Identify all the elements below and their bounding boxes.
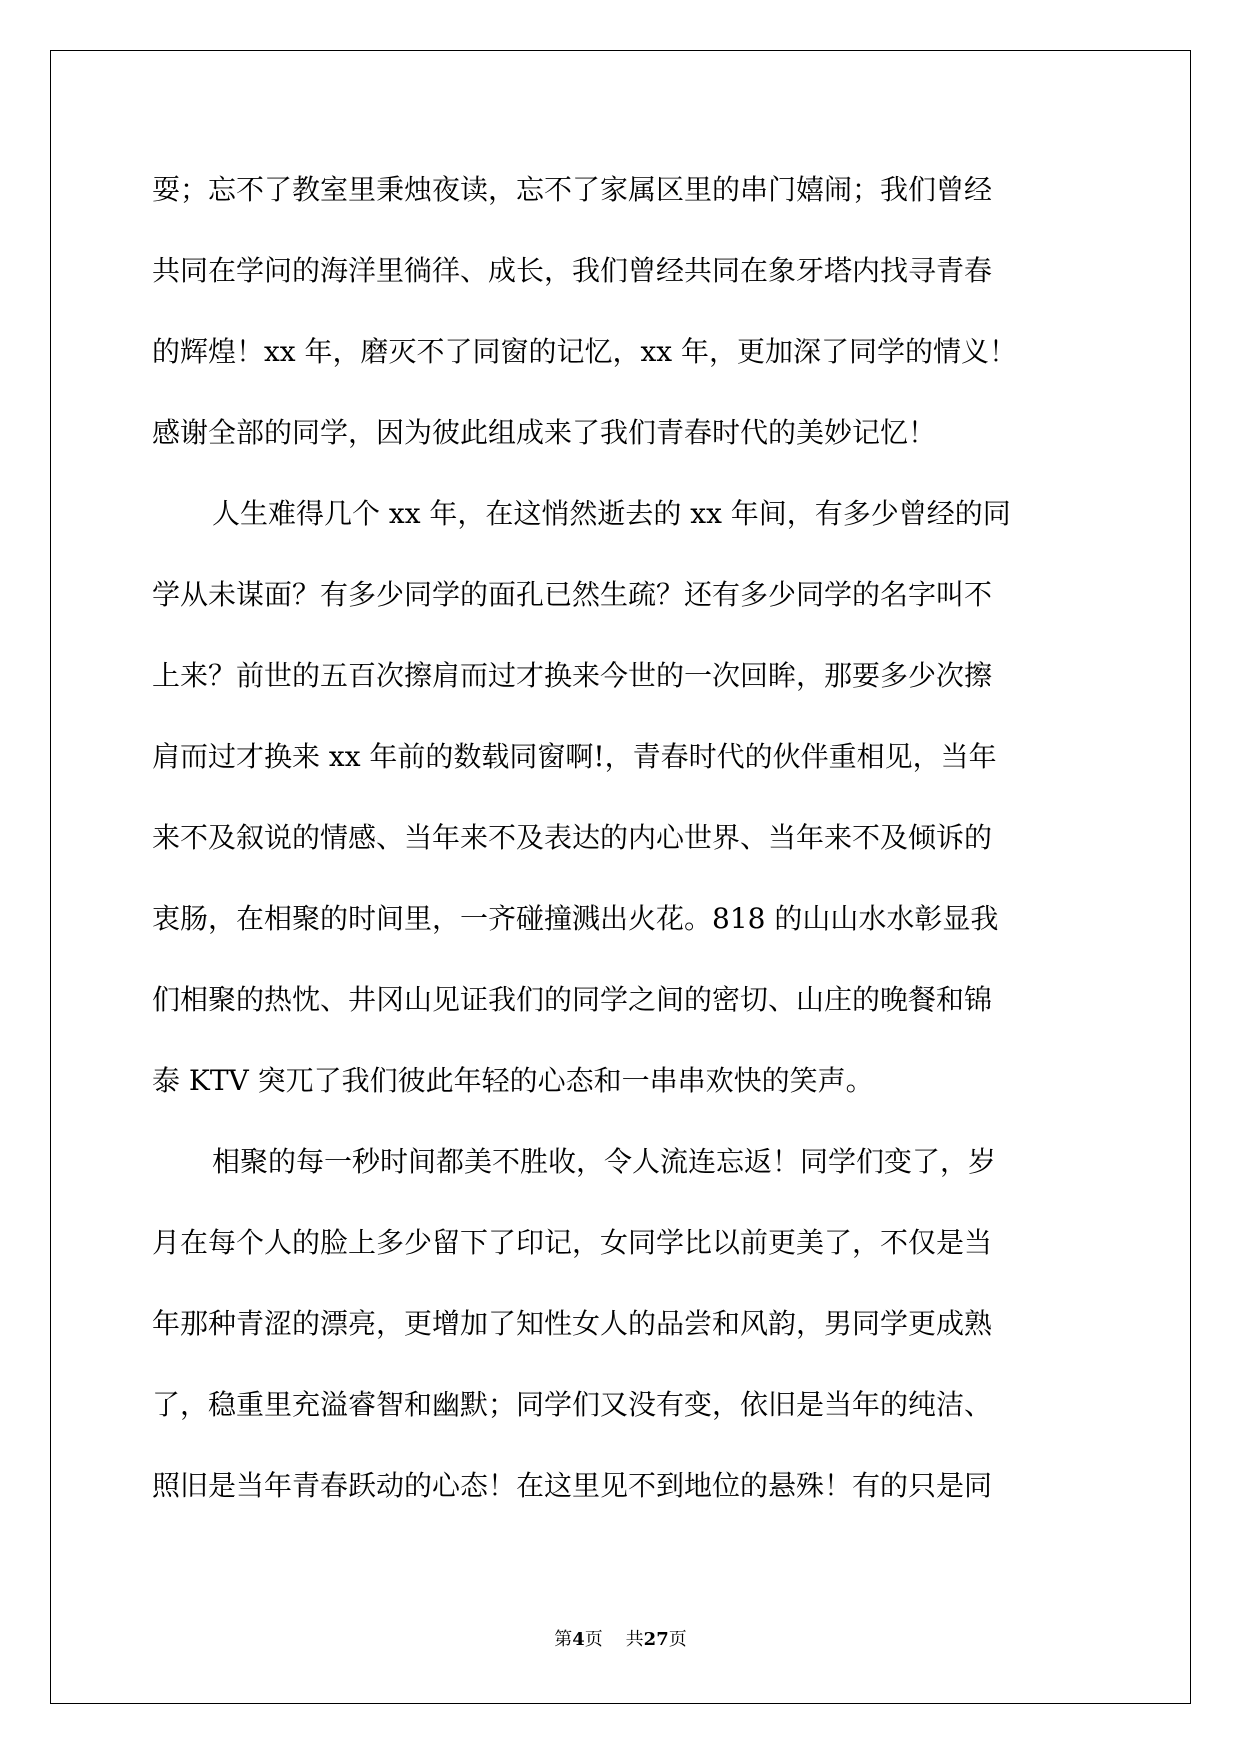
text-line: 照旧是当年青春跃动的心态！在这里见不到地位的悬殊！有的只是同 [152, 1469, 993, 1502]
text-line: 的辉煌！xx 年，磨灭不了同窗的记忆，xx 年，更加深了同学的情义！ [152, 335, 1017, 368]
current-page-number: 4 [572, 1629, 585, 1650]
page-border [50, 50, 1191, 1704]
total-page-count: 27 [643, 1629, 669, 1650]
text-line: 们相聚的热忱、井冈山见证我们的同学之间的密切、山庄的晚餐和锦 [152, 983, 993, 1016]
text-line: 耍；忘不了教室里秉烛夜读，忘不了家属区里的串门嬉闹；我们曾经 [152, 173, 993, 206]
text-line: 来不及叙说的情感、当年来不及表达的内心世界、当年来不及倾诉的 [152, 821, 993, 854]
paragraph-first-line: 相聚的每一秒时间都美不胜收，令人流连忘返！同学们变了，岁 [212, 1145, 997, 1178]
footer-total-suffix: 页 [668, 1629, 687, 1650]
text-line: 上来？前世的五百次擦肩而过才换来今世的一次回眸，那要多少次擦 [152, 659, 993, 692]
text-line: 泰 KTV 突兀了我们彼此年轻的心态和一串串欢快的笑声。 [152, 1064, 874, 1097]
text-line: 共同在学问的海洋里徜徉、成长，我们曾经共同在象牙塔内找寻青春 [152, 254, 993, 287]
text-line: 感谢全部的同学，因为彼此组成来了我们青春时代的美妙记忆！ [152, 416, 937, 449]
footer-page-suffix: 页 [584, 1629, 603, 1650]
footer-total-prefix: 共 [625, 1629, 644, 1650]
footer-prefix: 第 [554, 1629, 573, 1650]
paragraph-first-line: 人生难得几个 xx 年，在这悄然逝去的 xx 年间，有多少曾经的同 [212, 497, 1011, 530]
text-line: 肩而过才换来 xx 年前的数载同窗啊!，青春时代的伙伴重相见，当年 [152, 740, 997, 773]
page-number-footer [0, 1628, 1241, 1652]
text-line: 年那种青涩的漂亮，更增加了知性女人的品尝和风韵，男同学更成熟 [152, 1307, 993, 1340]
text-line: 了，稳重里充溢睿智和幽默；同学们又没有变，依旧是当年的纯洁、 [152, 1388, 993, 1421]
text-line: 衷肠，在相聚的时间里，一齐碰撞溅出火花。818 的山山水水彰显我 [152, 902, 999, 935]
text-line: 月在每个人的脸上多少留下了印记，女同学比以前更美了，不仅是当 [152, 1226, 993, 1259]
text-line: 学从未谋面？有多少同学的面孔已然生疏？还有多少同学的名字叫不 [152, 578, 993, 611]
